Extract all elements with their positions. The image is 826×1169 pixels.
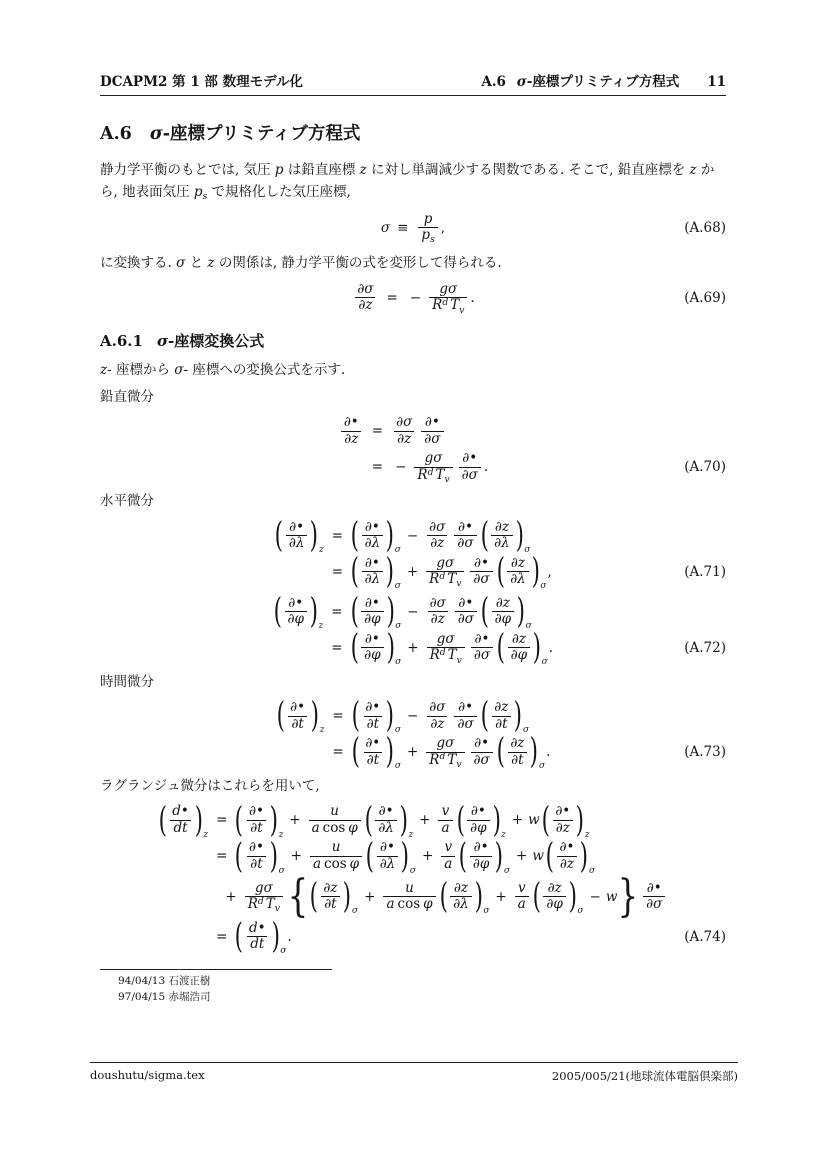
equation-a69: [100, 282, 726, 314]
equation-relation: =: [216, 812, 228, 829]
equation-label: (A.68): [684, 219, 726, 236]
label-vertical-diff: 鉛直微分: [100, 389, 154, 406]
equation-relation: =: [331, 639, 343, 656]
equation-relation: ≡: [397, 219, 409, 236]
footnotes: [100, 974, 726, 1006]
footnote-rule: [100, 969, 332, 970]
footer-date-credit: 2005/005/21(地球流体電脳倶楽部): [551, 1069, 738, 1083]
equation-relation: =: [332, 744, 344, 761]
equation-rhs: − gσ $R^d$ $T_v$ .: [409, 280, 475, 316]
equation-a72: [100, 591, 726, 668]
running-header-right: [481, 70, 726, 90]
equation-a70: [100, 414, 726, 486]
label-horizontal-diff: 水平微分: [100, 493, 154, 510]
equation-rhs: ( ∂• ∂t ) σ + gσ $R^d$ $T_v$ ∂• ∂σ ( ∂z ∂t ) σ .: [351, 731, 551, 772]
paragraph-intro: 静力学平衡のもとでは, 気圧 p は鉛直座標 z に対し単調減少する関数である. そこで, 鉛直座標を z から, 地表面気圧 $p_s$ で規格化した気圧座標,: [100, 162, 715, 203]
equation-relation: =: [371, 423, 384, 440]
page-footer: [90, 1068, 738, 1084]
equation-label: (A.69): [684, 289, 726, 306]
equation-relation: =: [331, 603, 343, 620]
footnote-line: 97/04/15 赤堀浩司: [118, 990, 211, 1003]
footer-rule: [90, 1062, 738, 1063]
equation-lhs: ∂• ∂z: [338, 415, 365, 447]
equation-relation: =: [332, 708, 344, 725]
equation-label: (A.70): [684, 459, 726, 476]
page-number: 11: [707, 74, 726, 90]
equation-a73: [100, 695, 726, 772]
equation-relation: =: [371, 459, 384, 476]
running-header-left: DCAPM2 第 1 部 数理モデル化: [100, 74, 303, 90]
equation-rhs: p $p_s$ ,: [415, 212, 445, 244]
equation-lhs: σ: [380, 219, 391, 236]
equation-lhs: ( ∂• ∂φ ) z: [273, 591, 324, 632]
equation-rhs: ( d• dt ) σ .: [235, 916, 292, 957]
label-time-diff: 時間微分: [100, 673, 154, 690]
section-heading: [100, 120, 726, 145]
equation-a68: [100, 212, 726, 244]
running-header-section: A.6 σ-座標プリミティブ方程式: [481, 74, 680, 90]
subsection-title: σ-座標変換公式: [156, 331, 265, 350]
running-header: [100, 70, 726, 96]
section-number: A.6: [100, 124, 132, 144]
equation-a71: [100, 515, 726, 592]
equation-rhs: ( ∂• ∂φ ) σ − $\frac{\partial\sigma}{\partial z}$ ∂• ∂σ ( ∂z ∂φ ) σ: [350, 591, 532, 632]
equation-relation: =: [216, 928, 228, 945]
equation-label: (A.72): [684, 639, 726, 656]
footnote-line: 94/04/13 石渡正樹: [118, 974, 211, 987]
equation-rhs: ( ∂• ∂t ) σ + $\frac{u}{\text{a cos φ}}$ ( ∂• ∂λ ) σ + $\frac{v}{a}$ ( ∂• ∂φ ) σ + w ( ∂• ∂z ) σ: [235, 835, 596, 877]
equation-rhs: ( ∂• ∂λ ) σ − $\frac{\partial\sigma}{\partial z}$ ∂• ∂σ ( ∂z ∂λ ) σ: [350, 515, 531, 556]
equation-label: (A.73): [684, 744, 726, 761]
equation-relation: =: [331, 527, 344, 544]
equation-lhs: ( ∂• ∂λ ) z: [274, 515, 324, 556]
equation-rhs: ( ∂• ∂t ) σ − $\frac{\partial\sigma}{\partial z}$ ∂• ∂σ ( ∂z ∂t ) σ: [351, 695, 530, 736]
subsection-number: A.6.1: [100, 331, 143, 350]
equation-rhs: ( ∂• ∂t ) z + $\frac{u}{\text{a cos φ}}$ ( ∂• ∂λ ) z + $\frac{v}{a}$ ( ∂• ∂φ ) z + w ( ∂• ∂z ) z: [235, 799, 590, 841]
paragraph-show-formula: z- 座標から σ- 座標への変換公式を示す.: [100, 361, 346, 378]
section-title: σ-座標プリミティブ方程式: [149, 124, 361, 144]
equation-a74: [100, 799, 726, 957]
equation-rhs: ∂σ ∂z ∂• ∂σ: [390, 415, 446, 447]
equation-label: (A.71): [684, 563, 726, 580]
equation-lhs: ( ∂• ∂t ) z: [276, 695, 325, 736]
equation-rhs: − gσ $R^d$ $T_v$ ∂• ∂σ .: [395, 450, 489, 486]
equation-rhs: ( ∂• ∂λ ) σ + gσ $R^d$ $T_v$ ∂• ∂σ ( ∂z ∂λ ) σ ,: [350, 551, 552, 592]
equation-relation: =: [386, 289, 398, 306]
subsection-heading: [100, 330, 726, 351]
label-lagrange: ラグランジュ微分はこれらを用いて,: [100, 778, 320, 795]
equation-label: (A.74): [684, 928, 726, 945]
equation-lhs: ∂σ ∂z: [357, 280, 374, 314]
equation-relation: =: [216, 848, 228, 865]
equation-rhs: ( ∂• ∂φ ) σ + gσ $R^d$ $T_v$ ∂• ∂σ ( ∂z ∂φ ) σ .: [350, 627, 554, 668]
equation-lhs: ( d• dt ) z: [158, 799, 209, 841]
equation-rhs: + gσ $R^d$ $T_v$ { ( ∂z ∂t ) σ + $\frac{u}{\text{a cos φ}}$ ( ∂z ∂λ ) σ + $\frac{v}{a}$ ( ∂z ∂φ ) σ − w } ∂• ∂σ: [220, 876, 668, 917]
paragraph-convert: に変換する. σ と z の関係は, 静力学平衡の式を変形して得られる.: [100, 254, 502, 271]
equation-relation: =: [331, 563, 344, 580]
footer-filename: doushutu/sigma.tex: [90, 1068, 205, 1082]
